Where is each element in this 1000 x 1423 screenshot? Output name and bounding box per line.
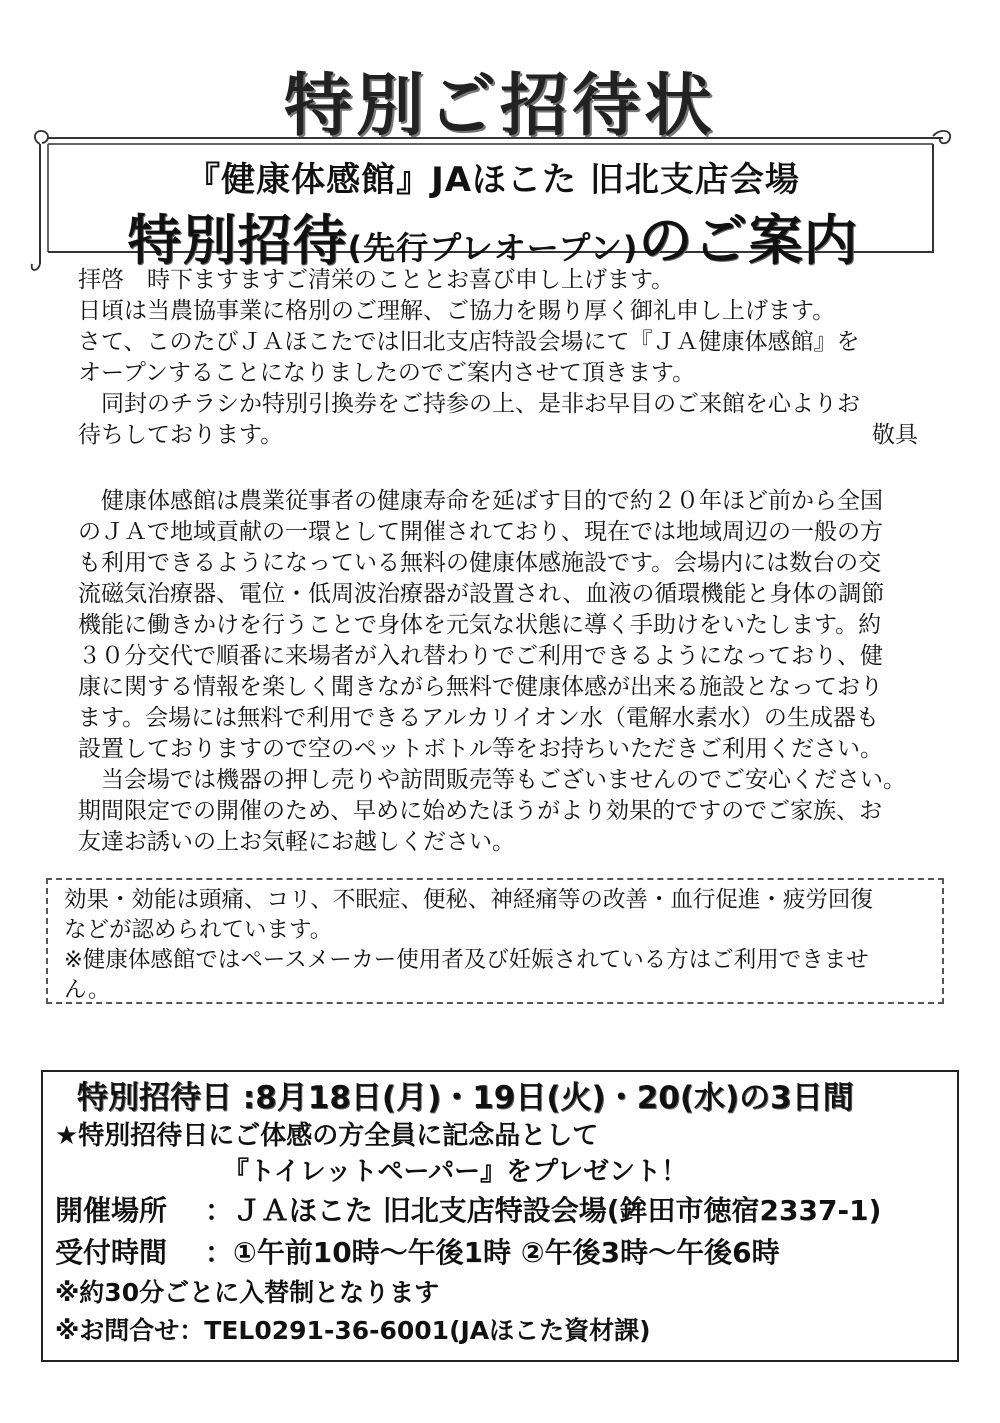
invitation-dates: 特別招待日 :8月18日(月)・19日(火)・20(水)の3日間 xyxy=(77,1080,854,1116)
greeting-paragraph xyxy=(78,265,928,451)
banner-heading-part1: 特別招待 xyxy=(127,209,348,272)
description-line: ３０分交代で順番に来場者が入れ替わりでご利用できるようになっており、健 xyxy=(78,643,883,669)
greeting-line: 同封のチラシか特別引換券をご持参の上、是非お早目のご来館を心よりお xyxy=(78,391,860,417)
hours-row xyxy=(55,1232,945,1274)
event-info-box xyxy=(41,1070,959,1362)
description-paragraph xyxy=(78,486,928,858)
greeting-line: 拝啓 時下ますますご清栄のこととお喜び申し上げます。 xyxy=(78,267,675,293)
notice-line: などが認められています。 xyxy=(64,917,333,943)
greeting-line: さて、このたびＪＡほこたでは旧北支店特設会場にて『ＪＡ健康体感館』を xyxy=(78,329,860,355)
description-line: 当会場では機器の押し売りや訪問販売等もございませんのでご安心ください。 xyxy=(78,767,906,793)
description-line: 機能に働きかけを行うことで身体を元気な状態に導く手助けをいたします。約 xyxy=(78,612,882,638)
closing-keigu: 敬具 xyxy=(872,422,918,448)
venue-row xyxy=(55,1190,945,1232)
hours-label: 受付時間 xyxy=(55,1236,168,1269)
venue-label: 開催場所 xyxy=(55,1194,168,1227)
description-line: 康に関する情報を楽しく聞きながら無料で健康体感が出来る施設となっており xyxy=(78,674,883,700)
banner-invite-heading xyxy=(28,198,958,275)
rotation-note: ※約30分ごとに入替制となります xyxy=(55,1278,440,1307)
greeting-line-text: 待ちしております。 xyxy=(78,422,284,448)
page-title: 特別ご招待状 xyxy=(283,67,716,146)
greeting-line xyxy=(78,420,928,451)
gift-notice-line1: ★特別招待日にご体感の方全員に記念品として xyxy=(55,1121,599,1151)
description-line: 健康体感館は農業従事者の健康寿命を延ばす目的で約２０年ほど前から全国 xyxy=(78,488,883,514)
description-line: も利用できるようになっている無料の健康体感施設です。会場内には数台の交 xyxy=(78,550,882,576)
notice-line: 効果・効能は頭痛、コリ、不眠症、便秘、神経痛等の改善・血行促進・疲労回復 xyxy=(64,887,873,913)
banner-venue-title: 『健康体感館』JAほこた 旧北支店会場 xyxy=(186,160,800,200)
description-line: 設置しておりますので空のペットボトル等をお持ちいただきご利用ください。 xyxy=(78,736,883,762)
notice-line: ※健康体感館ではペースメーカー使用者及び妊娠されている方はご利用できませ xyxy=(64,947,869,973)
description-line: のＪＡで地域貢献の一環として開催されており、現在では地域周辺の一般の方 xyxy=(78,519,883,545)
description-line: 期間限定での開催のため、早めに始めたほうがより効果的ですのでご家族、お xyxy=(78,798,883,824)
description-line: 流磁気治療器、電位・低周波治療器が設置され、血液の循環機能と身体の調節 xyxy=(78,581,885,607)
gift-notice-line2: 『トイレットペーパー』をプレゼント！ xyxy=(223,1157,688,1187)
notice-line: ん。 xyxy=(64,977,111,1003)
description-line: ます。会場には無料で利用できるアルカリイオン水（電解水素水）の生成器も xyxy=(78,705,879,731)
description-line: 友達お誘いの上お気軽にお越しください。 xyxy=(78,829,515,855)
effects-notice-box xyxy=(46,878,944,1004)
banner-heading-part2: のご案内 xyxy=(638,209,859,272)
hours-value: ：①午前10時～午後1時 ②午後3時～午後6時 xyxy=(205,1236,780,1269)
venue-value: ：ＪＡほこた 旧北支店特設会場(鉾田市徳宿2337-1) xyxy=(205,1194,882,1227)
banner-heading-subtitle: (先行プレオープン) xyxy=(347,229,639,267)
greeting-line: オープンすることになりましたのでご案内させて頂きます。 xyxy=(78,360,696,386)
scroll-banner xyxy=(28,122,958,272)
greeting-line: 日頃は当農協事業に格別のご理解、ご協力を賜り厚く御礼申し上げます。 xyxy=(78,298,836,324)
contact-note: ※お問合せ：TEL0291-36-6001(JAほこた資材課) xyxy=(55,1316,651,1345)
